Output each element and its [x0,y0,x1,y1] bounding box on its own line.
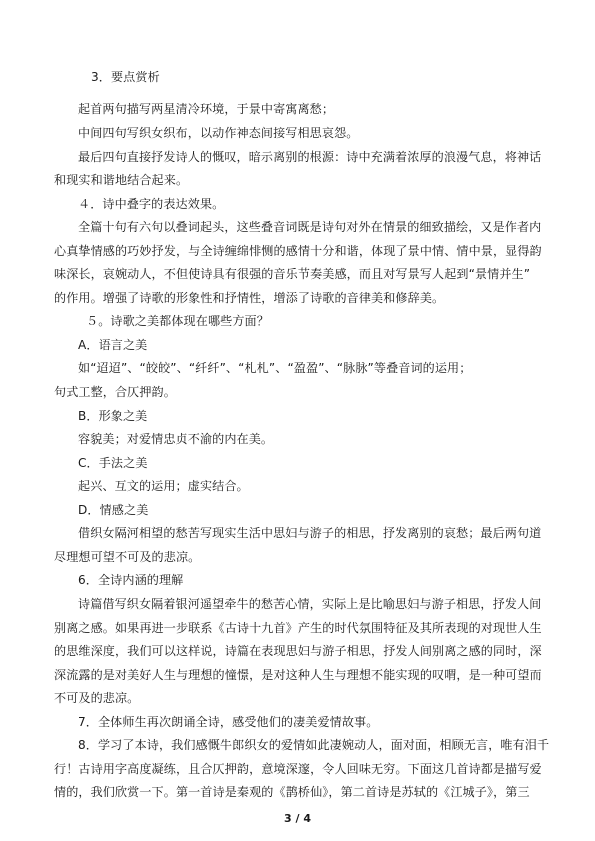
subheading-b: B．形象之美 [78,409,148,423]
paragraph-line: 借织女隔河相望的愁苦写现实生活中思妇与游子的相思，抒发离别的哀愁；最后两句道 [78,526,542,540]
paragraph-line: 不可及的悲凉。 [54,691,140,705]
paragraph-line: 和现实和谐地结合起来。 [54,173,189,187]
heading-6-meaning: 6．全诗内涵的理解 [78,573,184,587]
subheading-c: C．手法之美 [78,456,148,470]
paragraph-line: 全篇十句有六句以叠词起头，这些叠音词既是诗句对外在情景的细致描绘，又是作者内 [78,220,542,234]
paragraph-line: 味深长，哀婉动人，不但使诗具有很强的音乐节奏美感，而且对写景写人起到“景情并生” [54,267,531,281]
paragraph-line: 起兴、互文的运用；虚实结合。 [78,479,249,493]
heading-3-key-points: 3．要点赏析 [91,70,160,84]
page-number: 3 / 4 [284,812,311,825]
paragraph-line: 如“迢迢”、“皎皎”、“纤纤”、“札札”、“盈盈”、“脉脉”等叠音词的运用； [78,361,472,375]
paragraph-line: 起首两句描写两星清冷环境，于景中寄寓离愁； [78,102,335,116]
heading-5-beauty: ５。诗歌之美都体现在哪些方面？ [86,314,269,328]
paragraph-line: 的思维深度，我们可以这样说，诗篇在表现思妇与游子相思，抒发人间别离之感的同时，深 [54,644,542,658]
heading-4-reduplication: ４．诗中叠字的表达效果。 [78,197,225,211]
heading-7-recital: 7．全体师生再次朗诵全诗，感受他们的凄美爱情故事。 [78,715,379,729]
paragraph-line: 尽理想可望不可及的悲凉。 [54,550,201,564]
paragraph-line: 行！古诗用字高度凝练，且合仄押韵，意境深邃，令人回味无穷。下面这几首诗都是描写爱 [54,762,542,776]
paragraph-line: 最后四句直接抒发诗人的慨叹，暗示离别的根源：诗中充满着浓厚的浪漫气息，将神话 [78,150,542,164]
paragraph-line: 别离之感。如果再进一步联系《古诗十九首》产生的时代氛围特征及其所表现的对现世人生 [54,621,542,635]
paragraph-line: 容貌美；对爱情忠贞不渝的内在美。 [78,432,274,446]
subheading-a: A．语言之美 [78,338,148,352]
heading-8-summary: 8．学习了本诗，我们感慨牛郎织女的爱情如此凄婉动人，面对面，相顾无言，唯有泪千 [78,738,550,752]
subheading-d: D．情感之美 [78,503,149,517]
paragraph-line: 句式工整，合仄押韵。 [54,385,176,399]
paragraph-line: 的作用。增强了诗歌的形象性和抒情性，增添了诗歌的音律美和修辞美。 [54,291,445,305]
paragraph-line: 情的，我们欣赏一下。第一首诗是秦观的《鹊桥仙》，第二首诗是苏轼的《江城子》，第三 [54,785,530,799]
paragraph-line: 深流露的是对美好人生与理想的憧憬，是对这种人生与理想不能实现的叹喟，是一种可望而 [54,668,542,682]
paragraph-line: 诗篇借写织女隔着银河遥望牵牛的愁苦心情，实际上是比喻思妇与游子相思，抒发人间 [78,597,542,611]
paragraph-line: 心真挚情感的巧妙抒发，与全诗缠绵悱恻的感情十分和谐，体现了景中情、情中景，显得韵 [54,244,542,258]
paragraph-line: 中间四句写织女织布，以动作神态间接写相思哀怨。 [78,126,359,140]
